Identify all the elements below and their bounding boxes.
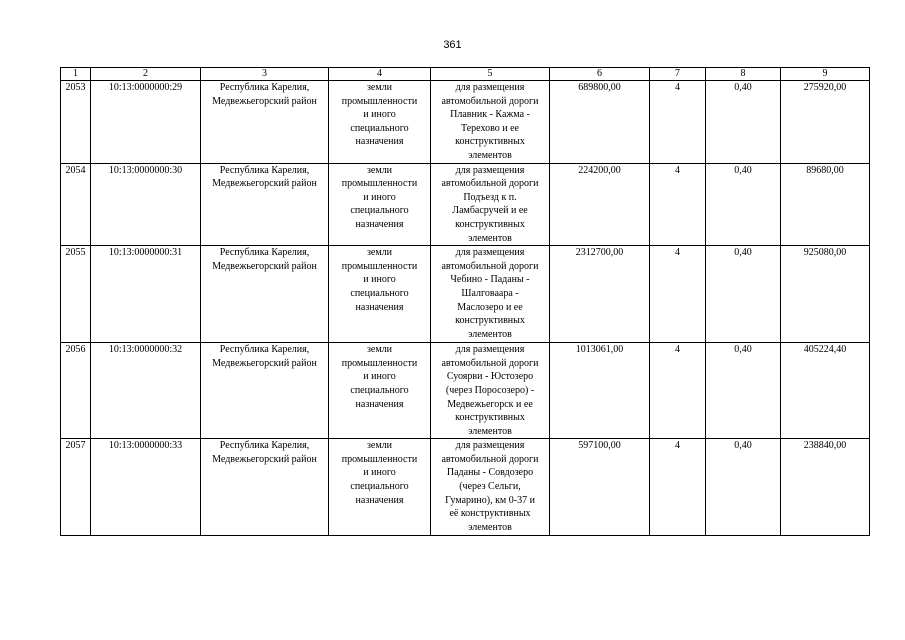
cadastral-value-cell: 689800,00: [550, 81, 650, 164]
permitted-use-text: для размещения автомобильной дороги Чебино - Паданы - Шалговаара - Маслозеро и ее конструктивных элементов: [441, 247, 539, 340]
land-registry-table: [60, 67, 870, 536]
cadastral-value-cell: 2312700,00: [550, 246, 650, 343]
permitted-use-cell: [431, 439, 550, 536]
header-row: [61, 68, 870, 81]
location-cell: [201, 246, 329, 343]
amount-cell: 925080,00: [781, 246, 870, 343]
rate-cell: 0,40: [706, 439, 781, 536]
amount-cell: 238840,00: [781, 439, 870, 536]
table-body: [61, 81, 870, 536]
cadastral-number-cell: 10:13:0000000:29: [91, 81, 201, 164]
land-category-text: земли промышленности и иного специального назначения: [341, 164, 418, 230]
header-col-7: 7: [650, 68, 706, 81]
land-category-text: земли промышленности и иного специального назначения: [341, 344, 418, 410]
amount-cell: 89680,00: [781, 163, 870, 246]
col7-cell: 4: [650, 81, 706, 164]
row-number-cell: 2053: [61, 81, 91, 164]
header-col-1: 1: [61, 68, 91, 81]
permitted-use-text: для размещения автомобильной дороги Подъезд к п. Ламбасручей и ее конструктивных элементов: [441, 164, 539, 244]
row-number-cell: 2057: [61, 439, 91, 536]
permitted-use-cell: [431, 343, 550, 439]
permitted-use-text: для размещения автомобильной дороги Суоярви - Юстозеро (через Поросозеро) - Медвежьегорск и ее конструктивных элементов: [441, 344, 539, 437]
table-row: [61, 246, 870, 343]
cadastral-value-cell: 1013061,00: [550, 343, 650, 439]
table-row: [61, 81, 870, 164]
header-col-6: 6: [550, 68, 650, 81]
permitted-use-cell: [431, 81, 550, 164]
permitted-use-text: для размещения автомобильной дороги Паданы - Совдозеро (через Сельги, Гумарино), км 0-37 и её конструктивных элементов: [441, 440, 539, 533]
row-number-cell: 2054: [61, 163, 91, 246]
header-col-4: 4: [329, 68, 431, 81]
location-cell: [201, 439, 329, 536]
land-category-cell: [329, 343, 431, 439]
land-category-text: земли промышленности и иного специального назначения: [341, 440, 418, 506]
land-category-cell: [329, 163, 431, 246]
amount-cell: 405224,40: [781, 343, 870, 439]
row-number-cell: 2055: [61, 246, 91, 343]
location-text: Республика Карелия, Медвежьегорский район: [212, 247, 317, 272]
location-text: Республика Карелия, Медвежьегорский район: [212, 164, 317, 190]
land-category-text: земли промышленности и иного специального назначения: [341, 82, 418, 148]
header-col-3: 3: [201, 68, 329, 81]
table-row: [61, 343, 870, 439]
row-number-cell: 2056: [61, 343, 91, 439]
permitted-use-cell: [431, 163, 550, 246]
location-cell: [201, 163, 329, 246]
land-category-text: земли промышленности и иного специального назначения: [341, 247, 418, 313]
col7-cell: 4: [650, 439, 706, 536]
amount-cell: 275920,00: [781, 81, 870, 164]
header-col-8: 8: [706, 68, 781, 81]
location-text: Республика Карелия, Медвежьегорский район: [212, 344, 317, 369]
land-category-cell: [329, 81, 431, 164]
col7-cell: 4: [650, 163, 706, 246]
table-header: [61, 68, 870, 81]
rate-cell: 0,40: [706, 246, 781, 343]
header-col-2: 2: [91, 68, 201, 81]
table-row: [61, 163, 870, 246]
page-number: 361: [443, 39, 462, 51]
cadastral-value-cell: 224200,00: [550, 163, 650, 246]
header-col-5: 5: [431, 68, 550, 81]
table-row: [61, 439, 870, 536]
permitted-use-text: для размещения автомобильной дороги Плавник - Кажма - Терехово и ее конструктивных элементов: [441, 82, 539, 161]
location-cell: [201, 343, 329, 439]
cadastral-number-cell: 10:13:0000000:31: [91, 246, 201, 343]
rate-cell: 0,40: [706, 163, 781, 246]
rate-cell: 0,40: [706, 343, 781, 439]
header-col-9: 9: [781, 68, 870, 81]
col7-cell: 4: [650, 343, 706, 439]
col7-cell: 4: [650, 246, 706, 343]
permitted-use-cell: [431, 246, 550, 343]
rate-cell: 0,40: [706, 81, 781, 164]
location-text: Республика Карелия, Медвежьегорский район: [212, 440, 317, 465]
location-text: Республика Карелия, Медвежьегорский район: [212, 82, 317, 107]
cadastral-number-cell: 10:13:0000000:32: [91, 343, 201, 439]
cadastral-value-cell: 597100,00: [550, 439, 650, 536]
land-category-cell: [329, 439, 431, 536]
land-category-cell: [329, 246, 431, 343]
cadastral-number-cell: 10:13:0000000:30: [91, 163, 201, 246]
location-cell: [201, 81, 329, 164]
cadastral-number-cell: 10:13:0000000:33: [91, 439, 201, 536]
